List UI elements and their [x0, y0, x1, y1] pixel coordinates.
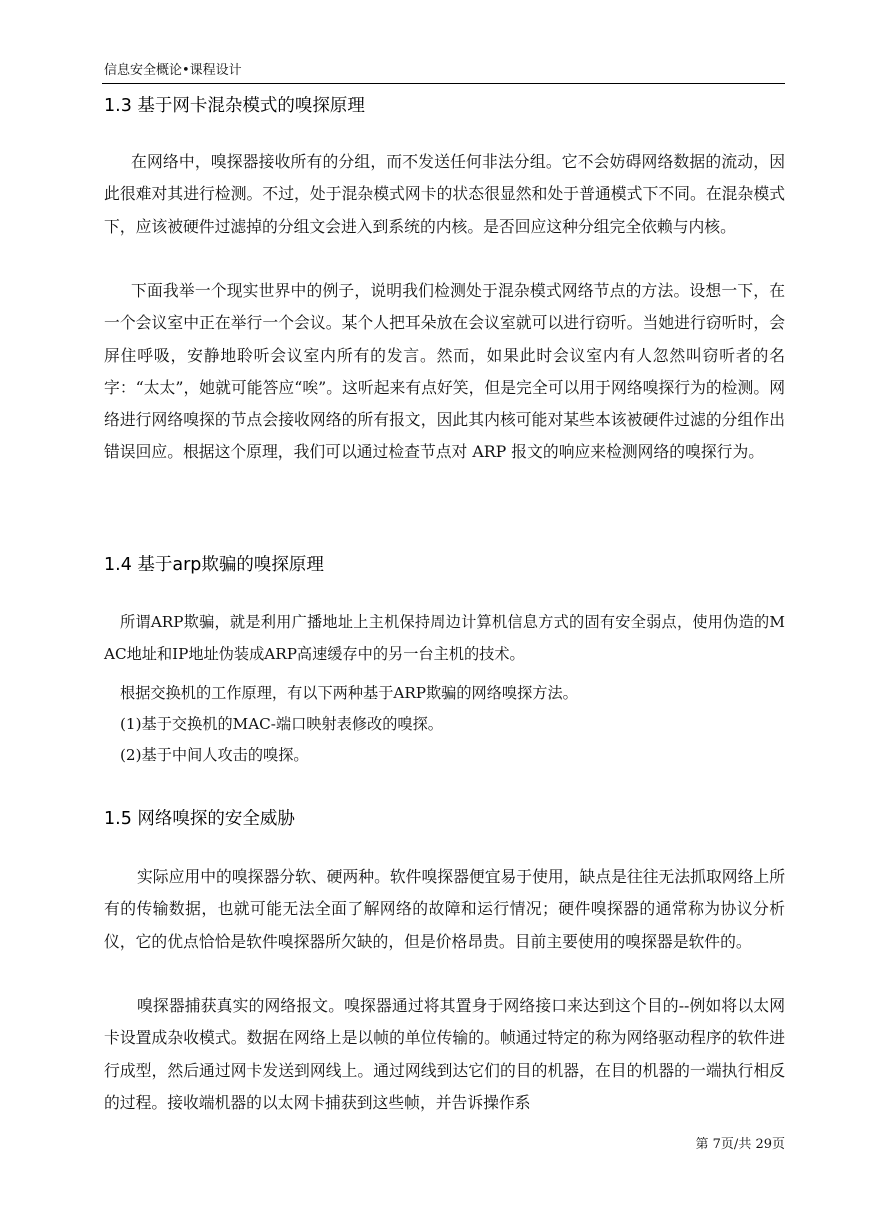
list-item: (1)基于交换机的MAC-端口映射表修改的嗅探。: [120, 715, 443, 733]
running-header: 信息安全概论•课程设计: [104, 63, 242, 78]
paragraph: 实际应用中的嗅探器分软、硬两种。软件嗅探器便宜易于使用，缺点是往往无法抓取网络上所有的传输数据，也就可能无法全面了解网络的故障和运行情况；硬件嗅探器的通常称为协议分析仪，它的优点恰恰是软件嗅探器所欠缺的，但是价格昂贵。目前主要使用的嗅探器是软件的。: [104, 867, 785, 951]
paragraph: 下面我举一个现实世界中的例子，说明我们检测处于混杂模式网络节点的方法。设想一下，在一个会议室中正在举行一个会议。某个人把耳朵放在会议室就可以进行窃听。当她进行窃听时，会屏住呼吸，安静地聆听会议室内所有的发言。然而，如果此时会议室内有人忽然叫窃听者的名字：“太太”，她就可能答应“唉”。这听起来有点好笑，但是完全可以用于网络嗅探行为的检测。网络进行网络嗅探的节点会接收网络的所有报文，因此其内核可能对某些本该被硬件过滤的分组作出错误回应。根据这个原理，我们可以通过检查节点对 ARP 报文的响应来检测网络的嗅探行为。: [104, 281, 785, 462]
section-heading-1-5: 1.5 网络嗅探的安全威胁: [104, 809, 295, 829]
list-item: (2)基于中间人攻击的嗅探。: [120, 746, 309, 764]
header-divider: [102, 83, 785, 84]
paragraph: 所谓ARP欺骗，就是利用广播地址上主机保持周边计算机信息方式的固有安全弱点，使用伪造的MAC地址和IP地址伪装成ARP高速缓存中的另一台主机的技术。: [104, 613, 785, 663]
section-heading-1-3: 1.3 基于网卡混杂模式的嗅探原理: [104, 96, 365, 116]
paragraph: 在网络中，嗅探器接收所有的分组，而不发送任何非法分组。它不会妨碍网络数据的流动，因此很难对其进行检测。不过，处于混杂模式网卡的状态很显然和处于普通模式下不同。在混杂模式下，应该被硬件过滤掉的分组文会进入到系统的内核。是否回应这种分组完全依赖与内核。: [104, 152, 785, 236]
page-number: 第 7页/共 29页: [695, 1137, 785, 1152]
paragraph: 根据交换机的工作原理，有以下两种基于ARP欺骗的网络嗅探方法。: [120, 684, 578, 702]
paragraph: 嗅探器捕获真实的网络报文。嗅探器通过将其置身于网络接口来达到这个目的--例如将以太网卡设置成杂收模式。数据在网络上是以帧的单位传输的。帧通过特定的称为网络驱动程序的软件进行成型，然后通过网卡发送到网线上。通过网线到达它们的目的机器，在目的机器的一端执行相反的过程。接收端机器的以太网卡捕获到这些帧，并告诉操作系: [104, 996, 785, 1112]
section-heading-1-4: 1.4 基于arp欺骗的嗅探原理: [104, 555, 324, 575]
